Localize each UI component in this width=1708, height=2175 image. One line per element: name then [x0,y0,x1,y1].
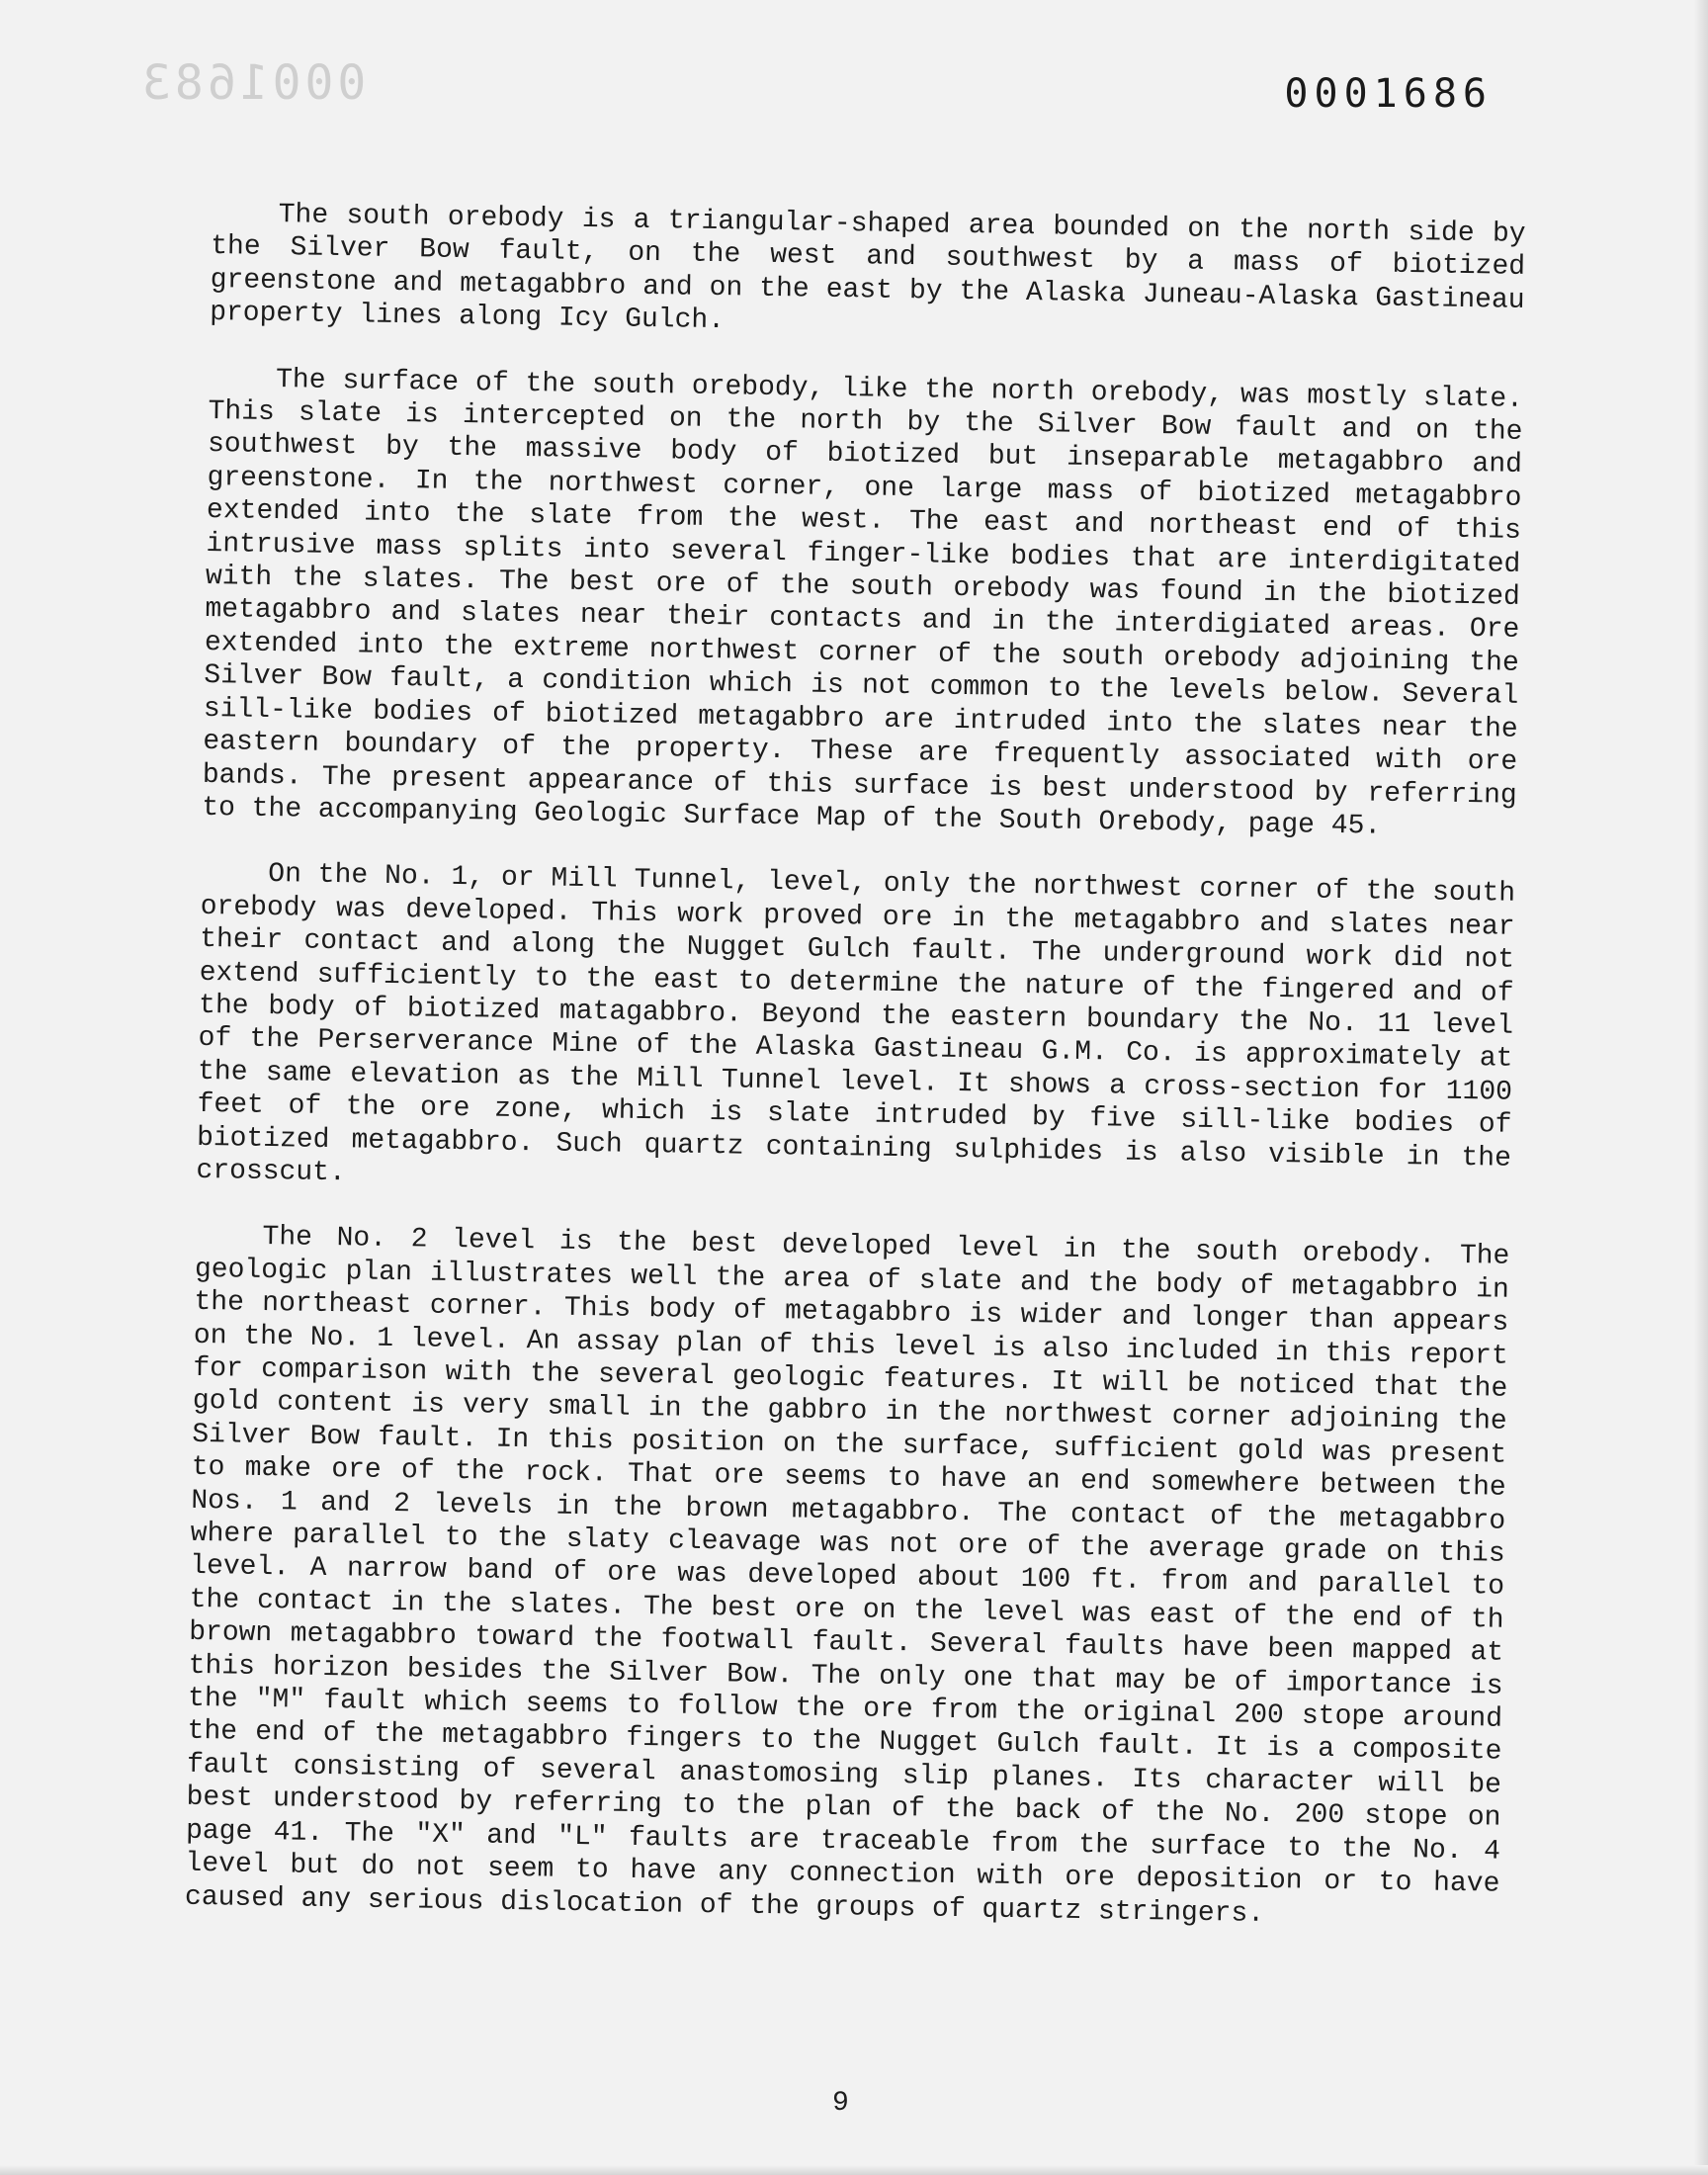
paragraph-mill-tunnel-level: On the No. 1, or Mill Tunnel, level, only the northwest corner of the south orebody was developed. This work proved ore in the metagabbro and slates near their contact and along the Nugget Gulch fault. The underground work did not extend sufficiently to the east to determine the nature of the fingered and of the body of biotized matagabbro. Beyond the eastern boundary the No. 11 level of the Perserverance Mine of the Alaska Gastineau G.M. Co. is approximately at the same elevation as the Mill Tunnel level. It shows a cross-section for 1100 feet of the ore zone, which is slate intruded by five sill-like bodies of biotized metagabbro. Such quartz containing sulphides is also visible in the crosscut. [196,859,1516,1189]
document-id-number: 0001686 [1284,71,1493,117]
report-body [184,198,1526,1967]
page-edge-shadow-right [1694,0,1708,2175]
bleed-through-doc-number: 0001683 [138,55,367,111]
page-number: 9 [832,2088,849,2119]
paragraph-surface-description: The surface of the south orebody, like the north orebody, was mostly slate. This slate is intercepted on the north by the Silver Bow fault and on the southwest by the massive body of biotized but inseparable metagabbro and greenstone. In the northwest corner, one large mass of biotized metagabbro extended into the slate from the west. The east and northeast end of this intrusive mass splits into several finger-like bodies that are interdigitated with the slates. The best ore of the south orebody was found in the biotized metagabbro and slates near their contacts and in the interdigiated areas. Ore extended into the extreme northwest corner of the south orebody adjoining the Silver Bow fault, a condition which is not common to the levels below. Several sill-like bodies of biotized metagabbro are intruded into the slates near the eastern boundary of the property. These are frequently associated with ore bands. The present appearance of this surface is best understood by referring to the accompanying Geologic Surface Map of the South Orebody, page 45. [202,364,1524,842]
page-edge-shadow-bottom [0,2165,1708,2175]
paragraph-no2-level: The No. 2 level is the best developed level in the south orebody. The geologic plan illustrates well the area of slate and the body of metagabbro in the northeast corner. This body of metagabbro is wider and longer than appears on the No. 1 level. An assay plan of this level is also included in this report for comparison with the several geologic features. It will be noticed that the gold content is very small in the gabbro in the northwest corner adjoining the Silver Bow fault. In this position on the surface, sufficient gold was present to make ore of the rock. That ore seems to have an end somewhere between the Nos. 1 and 2 levels in the brown metagabbro. The contact of the metagabbro where parallel to the slaty cleavage was not ore of the average grade on this level. A narrow band of ore was developed about 100 ft. from and parallel to the contact in the slates. The best ore on the level was east of the end of th brown metagabbro toward the footwall fault. Several faults have been mapped at this horizon besides the Silver Bow. The only one that may be of importance is the "M" fault which seems to follow the ore from the original 200 stope around the end of the metagabbro fingers to the Nugget Gulch fault. It is a composite fault consisting of several anastomosing slip planes. Its character will be best understood by referring to the plan of the back of the No. 200 stope on page 41. The "X" and "L" faults are traceable from the surface to the No. 4 level but do not seem to have any connection with ore deposition or to have caused any serious dislocation of the groups of quartz stringers. [184,1222,1510,1930]
paragraph-south-orebody-bounds: The south orebody is a triangular-shaped area bounded on the north side by the Silver Bow fault, on the west and southwest by a mass of biotized greenstone and metagabbro and on the east by the Alaska Juneau-Alaska Gastineau property lines along Icy Gulch. [209,200,1526,337]
